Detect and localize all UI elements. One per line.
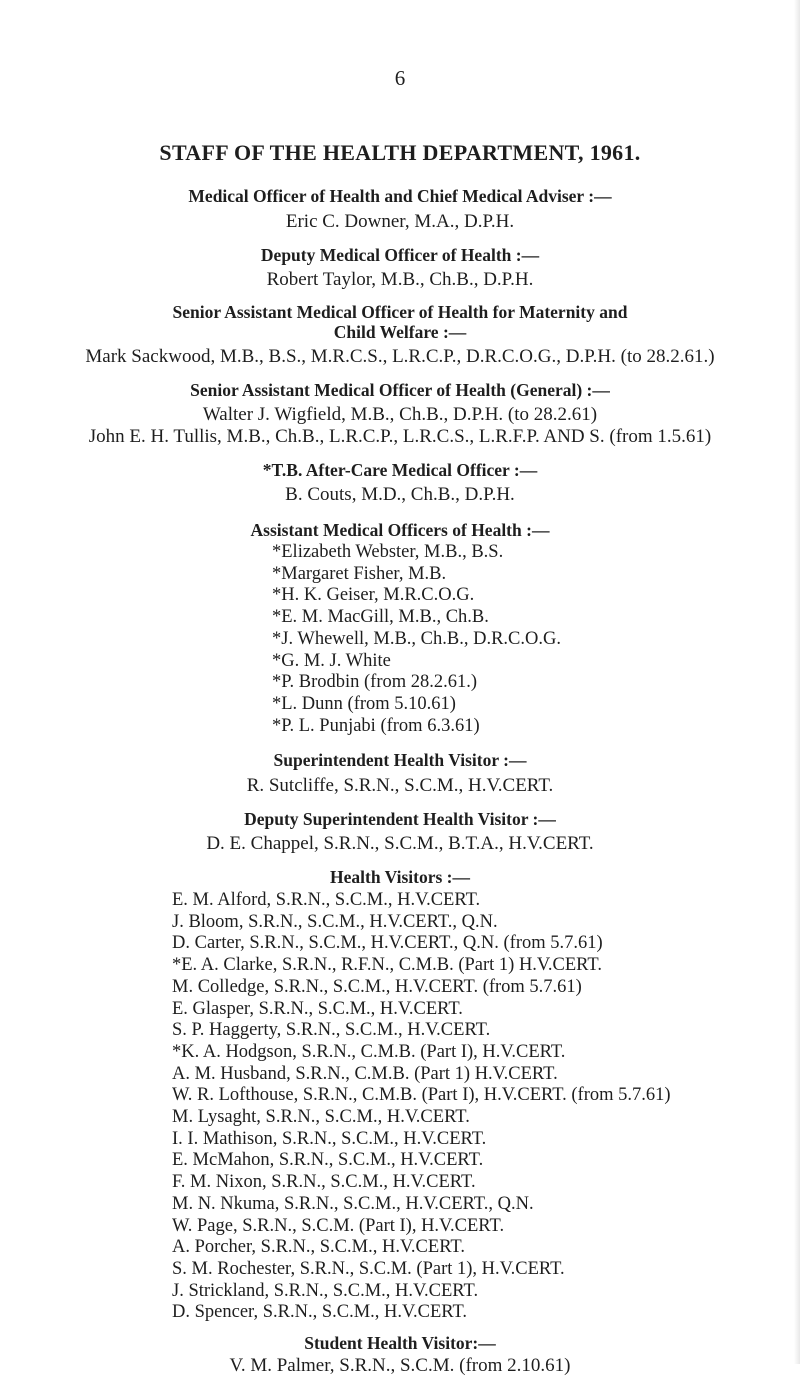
- page-edge: [794, 0, 800, 1364]
- list-item: W. R. Lofthouse, S.R.N., C.M.B. (Part I), H.V.CERT. (from 5.7.61): [172, 1085, 671, 1106]
- list-item: I. I. Mathison, S.R.N., S.C.M., H.V.CERT.: [172, 1128, 487, 1149]
- heading-superintendent-hv: Superintendent Health Visitor :—: [273, 750, 527, 770]
- list-item: W. Page, S.R.N., S.C.M. (Part I), H.V.CERT.: [172, 1215, 505, 1236]
- name-senior-maternity: Mark Sackwood, M.B., B.S., M.R.C.S., L.R.C.P., D.R.C.O.G., D.P.H. (to 28.2.61.): [85, 346, 715, 367]
- name-deputy-superintendent-hv: D. E. Chappel, S.R.N., S.C.M., B.T.A., H.V.CERT.: [206, 833, 594, 854]
- list-item: E. M. Alford, S.R.N., S.C.M., H.V.CERT.: [172, 890, 481, 910]
- list-item: *P. Brodbin (from 28.2.61.): [272, 672, 478, 693]
- list-item: E. Glasper, S.R.N., S.C.M., H.V.CERT.: [172, 998, 463, 1019]
- list-item: S. M. Rochester, S.R.N., S.C.M. (Part 1), H.V.CERT.: [172, 1258, 565, 1279]
- list-item: *E. M. MacGill, M.B., Ch.B.: [272, 607, 489, 628]
- list-item: A. M. Husband, S.R.N., C.M.B. (Part 1) H.V.CERT.: [172, 1063, 558, 1084]
- name-moh: Eric C. Downer, M.A., D.P.H.: [285, 211, 515, 232]
- heading-health-visitors: Health Visitors :—: [330, 867, 470, 887]
- name-superintendent-hv: R. Sutcliffe, S.R.N., S.C.M., H.V.CERT.: [246, 775, 554, 796]
- heading-student-hv: Student Health Visitor:—: [304, 1333, 496, 1353]
- list-item: *J. Whewell, M.B., Ch.B., D.R.C.O.G.: [272, 628, 561, 649]
- list-assistant-mos: [272, 542, 561, 737]
- heading-assistant-mos: Assistant Medical Officers of Health :—: [250, 520, 550, 540]
- list-item: J. Strickland, S.R.N., S.C.M., H.V.CERT.: [172, 1280, 479, 1301]
- heading-senior-general: Senior Assistant Medical Officer of Health (General) :—: [190, 380, 610, 400]
- list-item: A. Porcher, S.R.N., S.C.M., H.V.CERT.: [172, 1237, 465, 1258]
- list-item: S. P. Haggerty, S.R.N., S.C.M., H.V.CERT.: [172, 1020, 491, 1041]
- list-item: J. Bloom, S.R.N., S.C.M., H.V.CERT., Q.N.: [172, 911, 498, 932]
- page-title: STAFF OF THE HEALTH DEPARTMENT, 1961.: [159, 140, 641, 165]
- heading-tb-aftercare: *T.B. After-Care Medical Officer :—: [262, 460, 538, 480]
- list-item: F. M. Nixon, S.R.N., S.C.M., H.V.CERT.: [172, 1172, 476, 1193]
- list-item: *G. M. J. White: [272, 650, 391, 671]
- page-number: 6: [394, 66, 406, 90]
- heading-deputy-superintendent-hv: Deputy Superintendent Health Visitor :—: [244, 809, 556, 829]
- heading-senior-maternity-line1: Senior Assistant Medical Officer of Health for Maternity and: [172, 302, 628, 322]
- name-tb-aftercare: B. Couts, M.D., Ch.B., D.P.H.: [285, 484, 515, 505]
- list-item: *H. K. Geiser, M.R.C.O.G.: [272, 585, 475, 606]
- list-item: M. Lysaght, S.R.N., S.C.M., H.V.CERT.: [172, 1107, 470, 1128]
- list-item: *E. A. Clarke, S.R.N., R.F.N., C.M.B. (Part 1) H.V.CERT.: [172, 955, 602, 976]
- list-item: M. Colledge, S.R.N., S.C.M., H.V.CERT. (from 5.7.61): [172, 976, 582, 997]
- name-senior-general-2: John E. H. Tullis, M.B., Ch.B., L.R.C.P., L.R.C.S., L.R.F.P. AND S. (from 1.5.61): [88, 426, 712, 447]
- name-senior-general-1: Walter J. Wigfield, M.B., Ch.B., D.P.H. (to 28.2.61): [202, 404, 598, 425]
- heading-senior-maternity-line2: Child Welfare :—: [333, 322, 467, 342]
- list-item: D. Spencer, S.R.N., S.C.M., H.V.CERT.: [172, 1302, 468, 1323]
- list-item: *Elizabeth Webster, M.B., B.S.: [272, 542, 504, 562]
- list-item: *P. L. Punjabi (from 6.3.61): [272, 715, 480, 736]
- list-item: D. Carter, S.R.N., S.C.M., H.V.CERT., Q.N. (from 5.7.61): [172, 933, 603, 954]
- heading-moh: Medical Officer of Health and Chief Medical Adviser :—: [188, 186, 612, 206]
- name-student-hv: V. M. Palmer, S.R.N., S.C.M. (from 2.10.61): [229, 1355, 571, 1376]
- list-item: M. N. Nkuma, S.R.N., S.C.M., H.V.CERT., Q.N.: [172, 1193, 534, 1214]
- heading-deputy-moh: Deputy Medical Officer of Health :—: [260, 245, 540, 265]
- name-deputy-moh: Robert Taylor, M.B., Ch.B., D.P.H.: [266, 269, 534, 290]
- list-health-visitors: [172, 890, 671, 1324]
- list-item: *L. Dunn (from 5.10.61): [272, 693, 456, 714]
- list-item: E. McMahon, S.R.N., S.C.M., H.V.CERT.: [172, 1150, 484, 1171]
- list-item: *Margaret Fisher, M.B.: [272, 563, 447, 584]
- list-item: *K. A. Hodgson, S.R.N., C.M.B. (Part I), H.V.CERT.: [172, 1041, 566, 1062]
